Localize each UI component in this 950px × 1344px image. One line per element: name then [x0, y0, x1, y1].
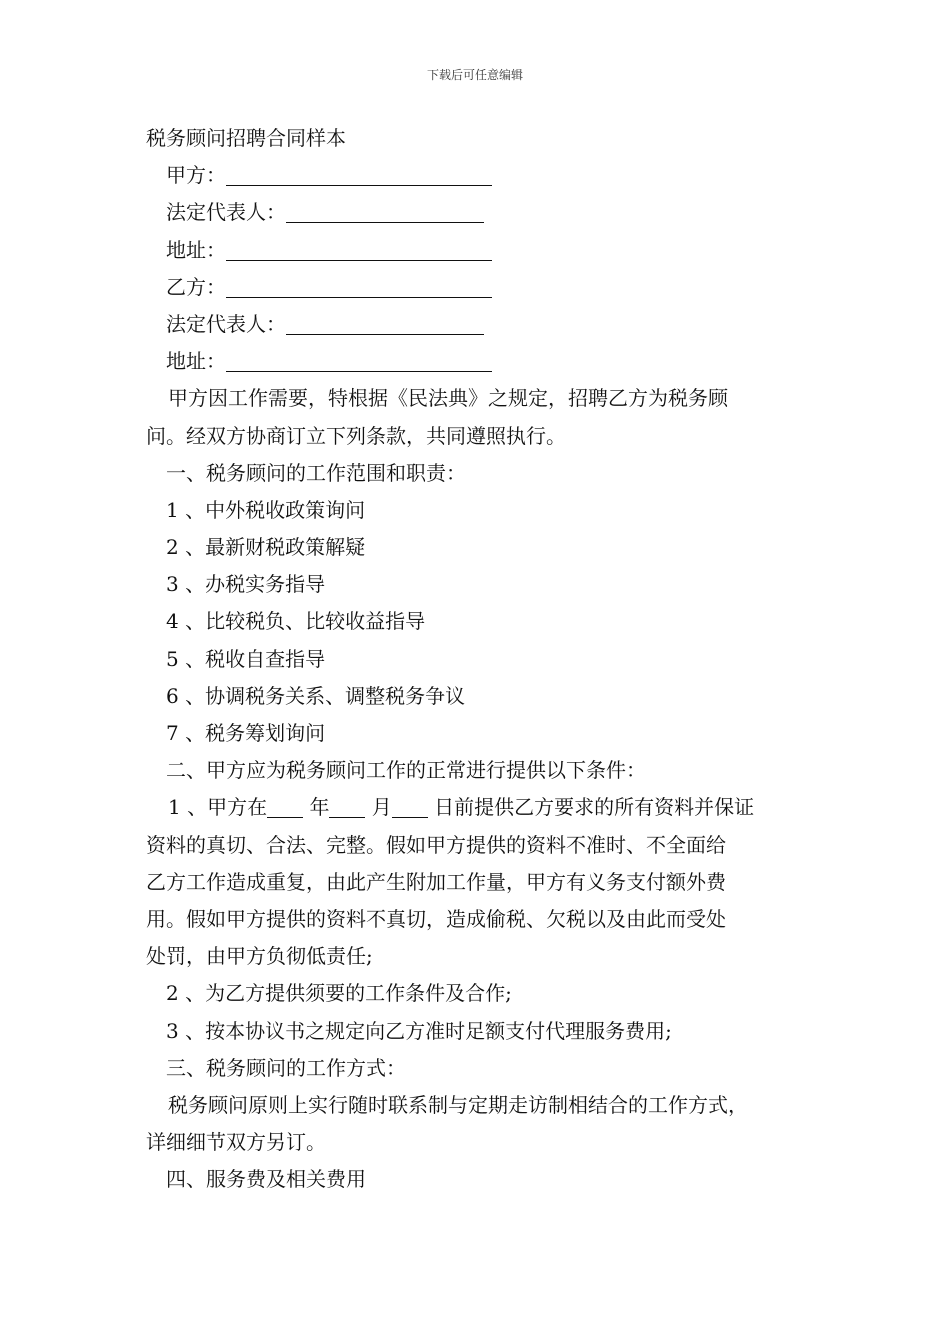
section3-heading: 三、税务顾问的工作方式：: [166, 1055, 406, 1080]
addr-b-label: 地址：: [166, 349, 226, 374]
intro-line-2: 问。经双方协商订立下列条款，共同遵照执行。: [146, 423, 566, 448]
day-blank[interactable]: [392, 793, 428, 818]
section2-item1-line2: 资料的真切、合法、完整。假如甲方提供的资料不准时、不全面给: [146, 832, 726, 857]
section1-item: 2 、最新财税政策解疑: [166, 535, 366, 560]
addr-b-line: [146, 343, 812, 380]
section1-heading: 一、税务顾问的工作范围和职责：: [166, 460, 466, 485]
section1-item: 1 、中外税收政策询问: [166, 497, 366, 522]
section1-item: 6 、协调税务关系、调整税务争议: [166, 683, 466, 708]
party-b-blank[interactable]: [226, 273, 492, 298]
addr-a-blank[interactable]: [226, 236, 492, 261]
party-a-line: [146, 157, 812, 194]
section1-item: 7 、税务筹划询问: [166, 721, 326, 745]
page-header: 下载后可任意编辑: [426, 68, 523, 82]
section2-item1-line1: [146, 789, 812, 826]
rep-b-label: 法定代表人：: [166, 311, 286, 336]
month-blank[interactable]: [329, 793, 365, 818]
addr-b-blank[interactable]: [226, 347, 492, 372]
year-blank[interactable]: [267, 793, 303, 818]
addr-a-line: [146, 232, 812, 269]
rep-b-blank[interactable]: [286, 310, 484, 335]
party-b-label: 乙方：: [166, 274, 226, 299]
rep-a-line: [146, 194, 812, 231]
item1-suffix: 日前提供乙方要求的所有资料并保证: [427, 795, 755, 820]
section3-line-1: 税务顾问原则上实行随时联系制与定期走访制相结合的工作方式，: [168, 1092, 748, 1117]
item1-prefix: 1 、甲方在: [168, 795, 268, 820]
year-label: 年: [303, 795, 330, 820]
section1-item: 5 、税收自查指导: [166, 646, 326, 671]
rep-b-line: [146, 306, 812, 343]
document-title: 税务顾问招聘合同样本: [146, 126, 346, 150]
section2-item1-line5: 处罚，由甲方负彻低责任;: [146, 944, 373, 969]
month-label: 月: [365, 795, 392, 820]
section2-heading: 二、甲方应为税务顾问工作的正常进行提供以下条件：: [166, 758, 646, 783]
rep-a-blank[interactable]: [286, 198, 484, 223]
section1-item: 4 、比较税负、比较收益指导: [166, 609, 426, 634]
section2-item2: 2 、为乙方提供须要的工作条件及合作;: [166, 981, 512, 1006]
section4-heading: 四、服务费及相关费用: [166, 1167, 366, 1192]
intro-line-1: 甲方因工作需要，特根据《民法典》之规定，招聘乙方为税务顾: [168, 386, 728, 411]
section1-item: 3 、办税实务指导: [166, 572, 326, 597]
party-a-blank[interactable]: [226, 161, 492, 186]
section2-item1-line4: 用。假如甲方提供的资料不真切，造成偷税、欠税以及由此而受处: [146, 906, 726, 931]
contract-document: [146, 120, 812, 1198]
section3-line-2: 详细细节双方另订。: [146, 1130, 326, 1155]
addr-a-label: 地址：: [166, 237, 226, 262]
party-a-label: 甲方：: [166, 163, 226, 188]
section2-item3: 3 、按本协议书之规定向乙方准时足额支付代理服务费用;: [166, 1018, 672, 1043]
party-b-line: [146, 269, 812, 306]
section2-item1-line3: 乙方工作造成重复，由此产生附加工作量，甲方有义务支付额外费: [146, 869, 726, 894]
rep-a-label: 法定代表人：: [166, 200, 286, 225]
